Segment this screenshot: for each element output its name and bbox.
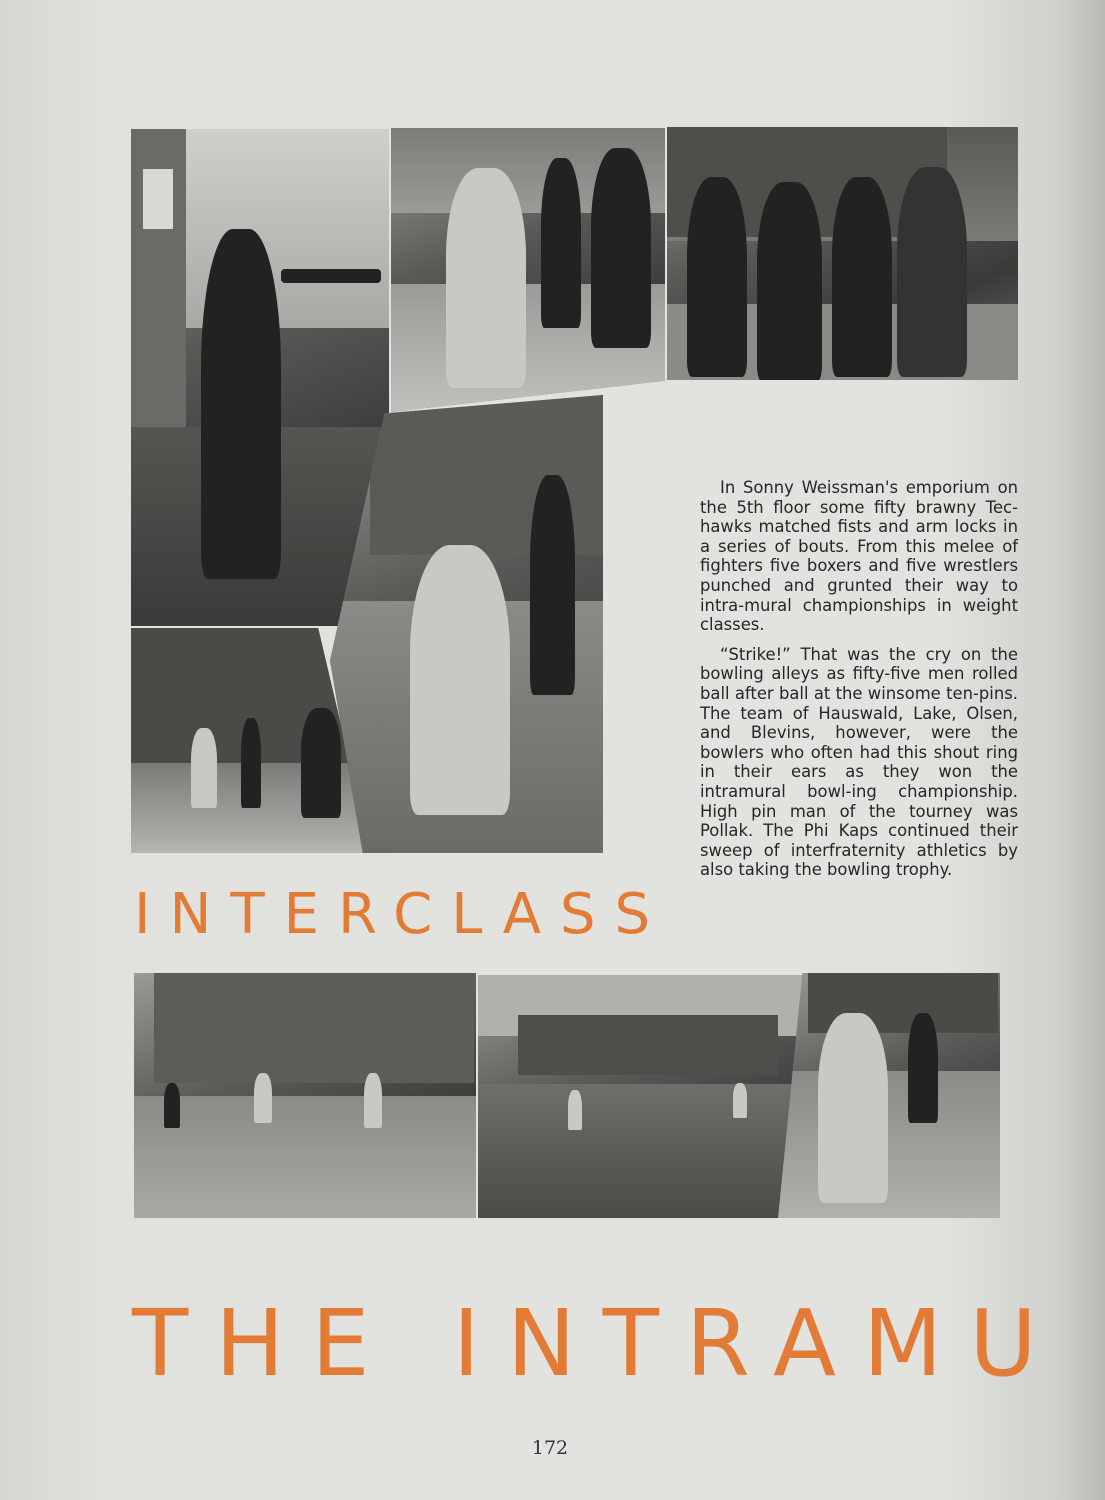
spectators-photo — [667, 127, 1018, 380]
field-game-photo — [478, 975, 803, 1218]
article-paragraph: “Strike!” That was the cry on the bowling alleys as fifty-five men rolled ball after ball at the winsome ten-pins. The team of Hauswald, Lake, Olsen, and Blevins, however, were the bowlers who often had this shout ring in their ears as they won the intramural bowl-ing championship. High pin man of the tourney was Pollak. The Phi Kaps continued their sweep of interfraternity athletics by also taking the bowling trophy. — [700, 644, 1018, 880]
interclass-heading: INTERCLASS — [134, 882, 670, 947]
campus-game-photo — [134, 973, 476, 1218]
shot-put-photo — [391, 128, 665, 412]
page-number: 172 — [531, 1437, 569, 1459]
article-text — [700, 478, 1018, 890]
intramural-heading: THE INTRAMU — [132, 1290, 1064, 1397]
sprint-photo — [778, 973, 1000, 1218]
article-paragraph: In Sonny Weissman's emporium on the 5th floor some fifty brawny Tec-hawks matched fists and arm locks in a series of bouts. From this melee of fighters five boxers and five wrestlers punched and grunted their way to intra-mural championships in weight classes. — [700, 478, 1018, 635]
archery-photo — [131, 129, 389, 626]
